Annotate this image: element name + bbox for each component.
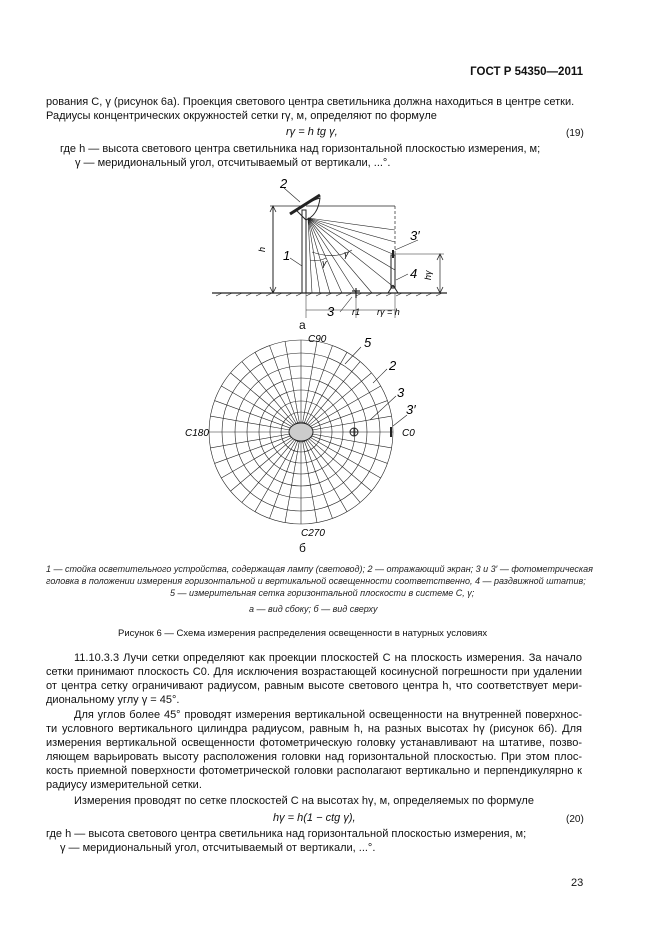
label-3: 3	[327, 304, 335, 319]
luminaire-projection	[289, 423, 313, 441]
label-2: 2	[280, 176, 288, 191]
label-3-prime: 3′	[410, 228, 420, 243]
grid-ray	[221, 437, 292, 478]
grid-ray	[306, 352, 347, 423]
grid-ray	[310, 437, 381, 478]
grid-ray	[255, 441, 296, 512]
tripod-stand	[391, 255, 395, 288]
caption-b: б	[299, 541, 306, 555]
figure-top-view	[180, 328, 440, 548]
label-c90: C90	[308, 334, 327, 345]
paragraph-line: от центра сетку ограничивают радиусом, равным высоте светового центра h, что соответствует мери-	[46, 680, 582, 692]
label-c180: C180	[185, 428, 209, 439]
paragraph-line: радиусу измерительной сетки.	[46, 779, 202, 791]
label-2-top: 2	[389, 358, 397, 373]
legend-line: 1 — стойка осветительного устройства, содержащая лампу (световод); 2 — отражающий экран; 3 и 3′ — фотометрическая	[46, 564, 593, 574]
equation-number-19: (19)	[566, 128, 584, 139]
grid-ray	[221, 386, 292, 427]
document-header: ГОСТ Р 54350—2011	[470, 66, 583, 78]
label-c270: C270	[301, 528, 325, 539]
grid-ray	[310, 386, 381, 427]
definition-gamma: γ — меридиональный угол, отсчитываемый от вертикали, ...°.	[60, 842, 376, 854]
label-5: 5	[364, 335, 372, 350]
paragraph-line: ляющем варьировать высоту расположения головки над горизонтальной плоскостью. При этом плос-	[46, 751, 582, 763]
paragraph-line: Для углов более 45° проводят измерения вертикальной освещенности на внутренней поверхнос-	[74, 709, 582, 721]
legend-line: головка в положении измерения горизонтальной и вертикальной освещенности соответственно, 4 — раздвижной штатив;	[46, 576, 586, 586]
light-rays	[308, 218, 395, 293]
label-c0: C0	[402, 428, 415, 439]
grid-ray	[306, 441, 347, 512]
paragraph-line: ти условного вертикального цилиндра радиусом, равным h, на разных высотах hγ (рисунок 6б). Для	[46, 723, 582, 735]
label-1: 1	[283, 248, 291, 263]
definition-h: где h — высота светового центра светильника над горизонтальной плоскостью измерения, м;	[60, 143, 541, 155]
label-rgamma: rγ = h	[377, 307, 400, 317]
paragraph-line: диональному углу γ = 45°.	[46, 694, 180, 706]
label-hgamma: hγ	[423, 270, 433, 280]
equation-number-20: (20)	[566, 814, 584, 825]
label-h: h	[257, 246, 267, 252]
page-number: 23	[571, 877, 584, 889]
legend-views: а — вид сбоку; б — вид сверху	[249, 604, 378, 614]
label-4: 4	[410, 266, 418, 281]
figure-side-view	[0, 170, 661, 330]
legend-line: 5 — измерительная сетка горизонтальной плоскости в системе C, γ;	[170, 588, 475, 598]
paragraph-line: кость приемной поверхности фотометрической головки располагают вертикально и перпендикулярно к	[46, 765, 582, 777]
formula-20: hγ = h(1 − ctg γ),	[273, 812, 356, 824]
label-gamma-2: γ	[344, 249, 349, 259]
paragraph-line: Измерения проводят по сетке плоскостей C на высотах hγ, м, определяемых по формуле	[74, 795, 534, 807]
definition-h: где h — высота светового центра светильника над горизонтальной плоскостью измерения, м;	[46, 828, 527, 840]
text-line: рования C, γ (рисунок 6а). Проекция светового центра светильника должна находиться в центре сетки.	[46, 96, 575, 108]
label-3-prime-top: 3′	[406, 402, 416, 417]
grid-ray	[255, 352, 296, 423]
definition-gamma: γ — меридиональный угол, отсчитываемый от вертикали, ...°.	[75, 157, 391, 169]
formula-19: rγ = h tg γ,	[286, 126, 338, 138]
paragraph-line: сетки принимают плоскость C0. Для исключения возрастающей косинусной погрешности при удалении	[46, 666, 582, 678]
figure-title: Рисунок 6 — Схема измерения распределения освещенности в натурных условиях	[118, 628, 488, 639]
paragraph-line: 11.10.3.3 Лучи сетки определяют как проекции плоскостей C на плоскость измерения. За начало	[74, 652, 582, 664]
caption-a: а	[299, 318, 306, 332]
paragraph-line: измерения вертикальной освещенности фотометрическую головку устанавливают на штативе, позво-	[46, 737, 582, 749]
label-r1: r1	[352, 307, 361, 317]
lamp-pole	[302, 210, 306, 293]
label-gamma: γ	[322, 258, 327, 268]
label-3-top: 3	[397, 385, 405, 400]
text-line: Радиусы концентрических окружностей сетки rγ, м, определяют по формуле	[46, 110, 437, 122]
